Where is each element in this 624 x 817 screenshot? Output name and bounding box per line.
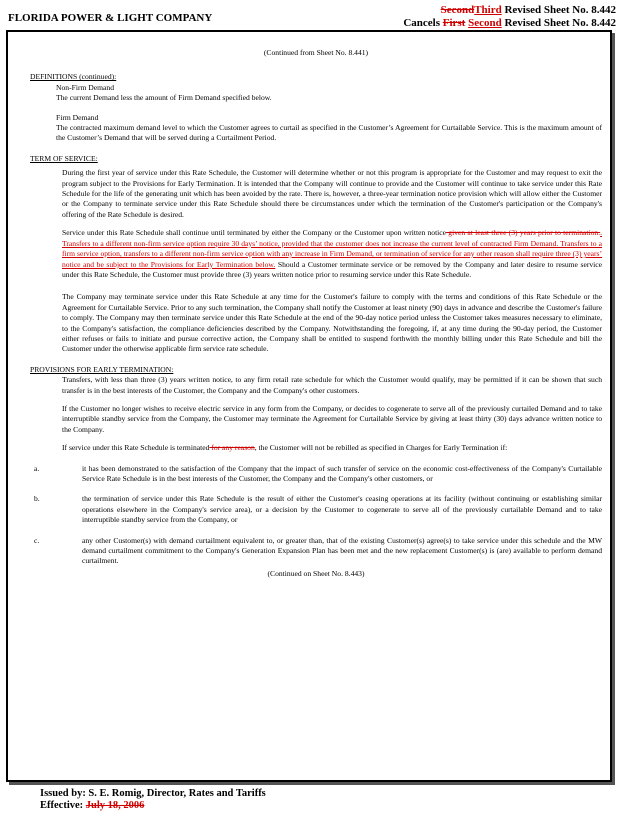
list-text: it has been demonstrated to the satisfaction of the Company that the impact of such transfer of service on the economic cost-effectiveness of the Company's Curtailable Service Rate Schedule is in the best interests of the Customer, the Company and the Company's other customers, or	[82, 463, 602, 483]
term-paragraph-2	[62, 228, 602, 280]
cancels-line-rest: Revised Sheet No. 8.442	[501, 17, 616, 29]
early-termination-heading: PROVISIONS FOR EARLY TERMINATION:	[30, 364, 174, 374]
term-of-service-heading: TERM OF SERVICE:	[30, 153, 98, 163]
firm-demand-text: The contracted maximum demand level to which the Customer agrees to curtail as specified in the Customer’s Agreement for Curtailable Service. This is the maximum amount of the Customer’s Demand that will be served during a Curtailment Period.	[56, 123, 602, 143]
list-item	[34, 464, 602, 485]
non-firm-demand-title: Non-Firm Demand	[56, 82, 114, 92]
effective-label: Effective:	[40, 800, 86, 811]
early-paragraph-2: If the Customer no longer wishes to receive electric service in any form from the Company, or decides to cogenerate to serve all of the previously curtailed Demand and to take interruptible standby service from the Company, the Customer may terminate the Agreement for Curtailable Service by giving at least thirty (30) days advance written notice to the Company.	[62, 403, 602, 434]
definitions-heading: DEFINITIONS (continued):	[30, 72, 117, 82]
early-paragraph-3	[62, 443, 602, 453]
term-paragraph-1: During the first year of service under this Rate Schedule, the Customer will determine whether or not this program is appropriate for the Customer and may request to exit the program subject to the Provisions for Early Termination. It is intended that the Company will continue to provide and the Customer will continue to take service under this Rate Schedule for the life of the generating unit which has been avoided by the rate. There is, however, a three-year termination notice provision which will allow either the Customer or the Company to terminate service under this Rate Schedule should there be circumstances under which the termination of the Customer's participation or the Company's offering of the Rate Schedule is desired.	[62, 168, 602, 219]
deleted-text: July 18, 2006	[85, 800, 145, 811]
inserted-text: Third	[474, 4, 502, 16]
term-p2-text-end: Should a Customer terminate service or be removed by the Company and later desire to resume service under this Rate Schedule, the Customer must provide three (3) years written notice prior to resuming service under this Rate Schedule.	[62, 259, 602, 279]
continued-on: (Continued on Sheet No. 8.443)	[267, 568, 365, 578]
continued-from: (Continued from Sheet No. 8.441)	[263, 48, 369, 57]
inserted-text: Second	[468, 17, 502, 29]
tariff-content	[30, 48, 602, 579]
list-marker: b.	[34, 494, 40, 504]
list-item	[34, 494, 602, 525]
early-p3-text-end: , the Customer will not be rebilled as specified in Charges for Early Termination if:	[254, 443, 508, 453]
deleted-text: given at least three (3) years prior to termination.	[446, 228, 601, 238]
list-marker: a.	[34, 463, 40, 473]
issuance-footer	[40, 788, 266, 812]
company-name: FLORIDA POWER & LIGHT COMPANY	[8, 12, 213, 24]
deleted-text: First	[442, 17, 466, 29]
cancels-prefix: Cancels	[403, 17, 443, 29]
sheet-revision-header	[403, 4, 616, 30]
term-p2-text: Service under this Rate Schedule shall continue until terminated by either the Company or the Customer upon written notice	[62, 228, 447, 238]
list-text: any other Customer(s) with demand curtailment equivalent to, or greater than, that of the existing Customer(s) agree(s) to take service under this schedule and the MW demand curtailment commitment to the Company's Generation Expansion Plan has been met and the new replacement Customer(s) is (are) available to perform demand curtailment.	[82, 535, 602, 566]
term-paragraph-3: The Company may terminate service under this Rate Schedule at any time for the Customer's failure to comply with the terms and conditions of this Rate Schedule or the Agreement for Curtailable Service. Prior to any such termination, the Company shall notify the Customer at least ninety (90) days in advance and describe the Customer's failure to comply. The Company may then terminate service under this Rate Schedule at the end of the 90-day notice period unless the Customer takes measures necessary to eliminate, to the Company's satisfaction, the compliance deficiencies described by the Company. Notwithstanding the foregoing, if, at any time during the 90-day period, the Customer either refuses or fails to initiate and pursue corrective action, the Company shall be entitled to suspend forthwith the monthly billing under this Rate Schedule and bill the Customer under the otherwise applicable firm service rate schedule.	[62, 292, 602, 354]
revision-line-rest: Revised Sheet No. 8.442	[501, 4, 616, 16]
firm-demand-title: Firm Demand	[56, 112, 99, 122]
non-firm-demand-text: The current Demand less the amount of Firm Demand specified below.	[56, 93, 272, 103]
list-text: the termination of service under this Rate Schedule is the result of either the Customer's ceasing operations at its facility (without continuing or establishing similar operations elsewhere in the Company's service area), or a decision by the Customer to cogenerate to serve all of the previously curtailable Demand and to take interruptible standby service from the Company, or	[82, 494, 602, 525]
early-paragraph-1: Transfers, with less than three (3) years written notice, to any firm retail rate schedule for which the Customer would qualify, may be permitted if it can be shown that such transfer is in the best interests of the Customer, the Company and the Company's other customers.	[62, 375, 602, 395]
list-marker: c.	[34, 535, 40, 545]
deleted-text: Second	[440, 4, 475, 16]
deleted-text: for any reason	[209, 443, 255, 453]
revision-line	[403, 4, 616, 17]
early-p3-text: If service under this Rate Schedule is terminated	[62, 443, 210, 453]
effective-date	[40, 800, 266, 812]
list-item	[34, 536, 602, 567]
cancels-line	[403, 17, 616, 30]
issued-by: Issued by: S. E. Romig, Director, Rates and Tariffs	[40, 788, 266, 799]
inserted-text: . Transfers to a different non-firm service option require 30 days’ notice, provided that the customer does not increase the current level of contracted Firm Demand. Transfers to a firm service option, transfers to a different non-firm service option with any increase in Firm Demand, or termination of service for any other reason shall require three (3) years’ notice and be subject to the Provisions for Early Termination below.	[62, 228, 602, 269]
